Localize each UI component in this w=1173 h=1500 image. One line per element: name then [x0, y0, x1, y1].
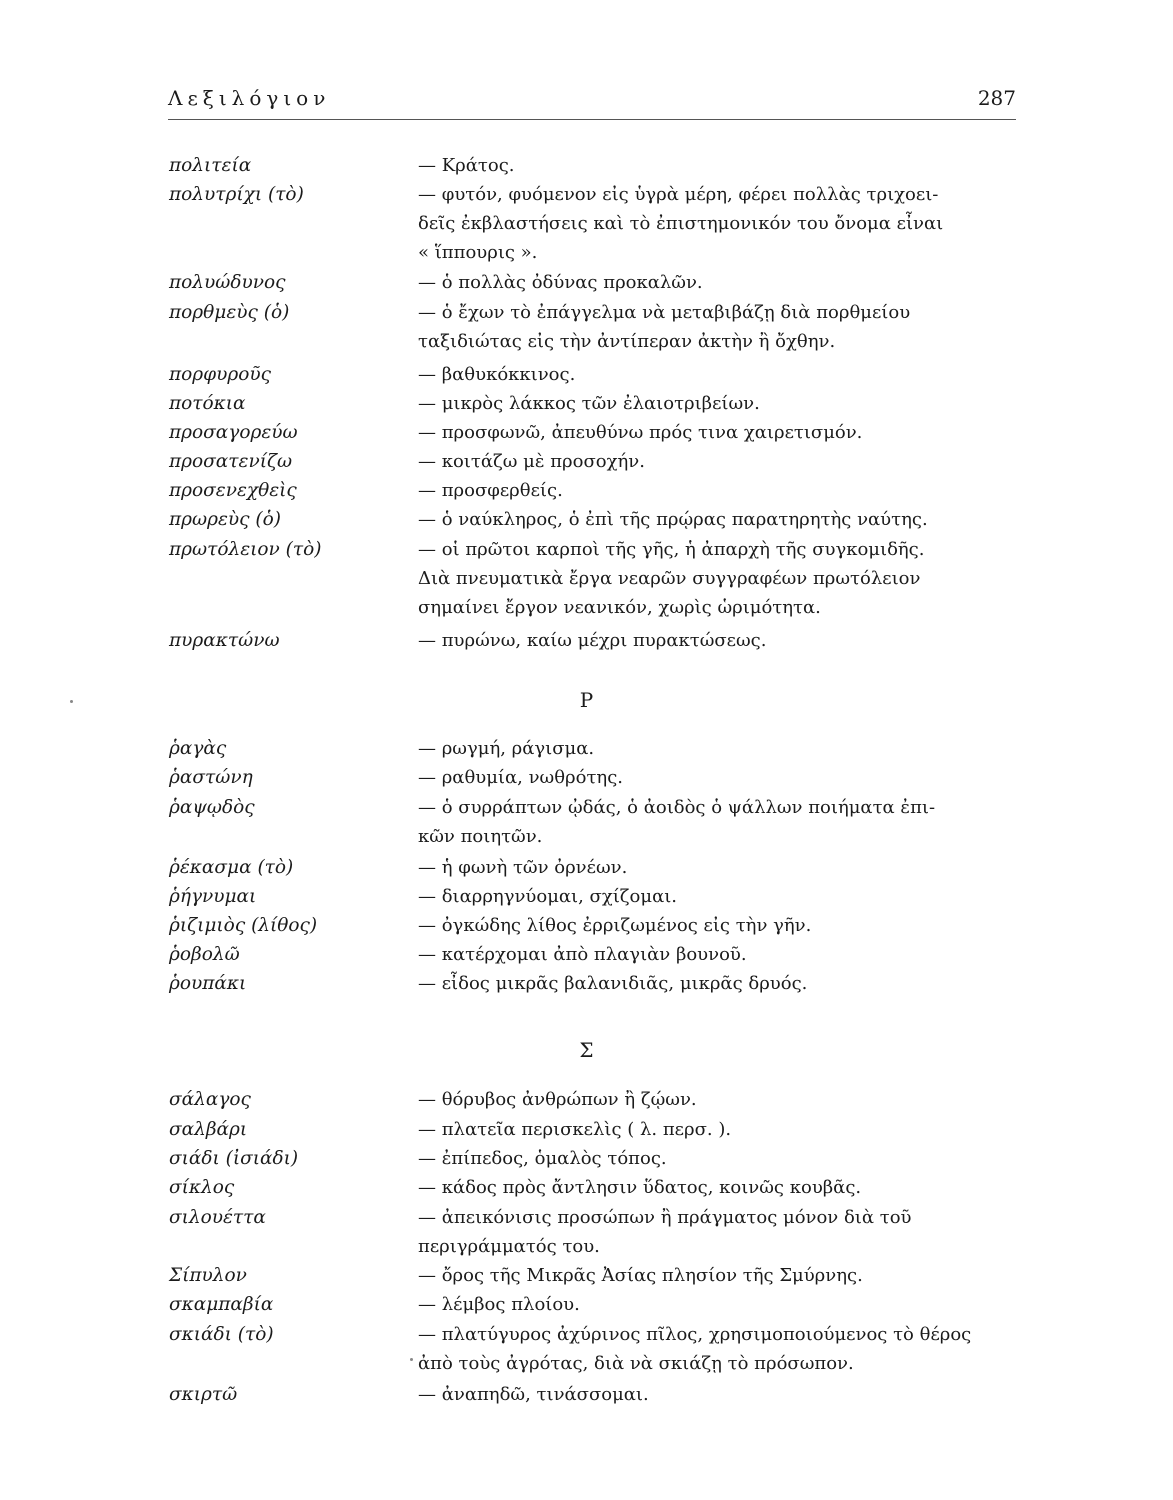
entry-definition: — προσφωνῶ, ἀπευθύνω πρός τινα χαιρετισμόν.: [418, 422, 863, 443]
entry-term: ῥέκασμα (τὸ): [169, 857, 294, 878]
entry-term: ῥουπάκι: [169, 973, 247, 994]
entry-term: προσενεχθεὶς: [169, 480, 297, 501]
entry-definition: — ἐπίπεδος, ὁμαλὸς τόπος.: [418, 1148, 667, 1169]
running-head: [168, 86, 1016, 110]
entry-definition: — κάδος πρὸς ἄντλησιν ὕδατος, κοινῶς κουβᾶς.: [418, 1177, 862, 1198]
entry-definition: — ὁ συρράπτων ᾠδάς, ὁ ἀοιδὸς ὁ ψάλλων ποιήματα ἐπι- κῶν ποιητῶν.: [418, 797, 936, 847]
entry-definition: — διαρρηγνύομαι, σχίζομαι.: [418, 886, 678, 907]
entry-definition: — πυρώνω, καίω μέχρι πυρακτώσεως.: [418, 630, 767, 651]
entry-definition: — ὁ ναύκληρος, ὁ ἐπὶ τῆς πρῴρας παρατηρητὴς ναύτης.: [418, 509, 928, 530]
entry-term: πολυτρίχι (τὸ): [169, 184, 304, 205]
entry-definition: — ἀναπηδῶ, τινάσσομαι.: [418, 1384, 649, 1405]
entry-term: σκιάδι (τὸ): [169, 1324, 274, 1345]
entry-definition: — οἱ πρῶτοι καρποὶ τῆς γῆς, ἡ ἀπαρχὴ τῆς συγκομιδῆς. Διὰ πνευματικὰ ἔργα νεαρῶν συγγραφέων πρωτόλειον σημαίνει ἔργον νεανικόν, χωρὶς ὡριμότητα.: [418, 539, 925, 618]
entry-term: προσαγορεύω: [169, 422, 298, 443]
entry-definition: — θόρυβος ἀνθρώπων ἢ ζῴων.: [418, 1089, 697, 1110]
entry-term: πορφυροῦς: [169, 364, 271, 385]
entry-definition: — ὁ πολλὰς ὀδύνας προκαλῶν.: [418, 272, 703, 293]
entry-term: ῥαστώνη: [169, 767, 253, 788]
entry-term: σίκλος: [169, 1177, 235, 1198]
entry-term: σιάδι (ἰσιάδι): [169, 1148, 299, 1169]
entry-term: ῥαγὰς: [169, 738, 227, 759]
entry-term: πυρακτώνω: [169, 630, 280, 651]
entry-term: σκαμπαβία: [169, 1294, 274, 1315]
entry-term: πολιτεία: [169, 155, 252, 176]
entry-term: Σίπυλον: [169, 1265, 247, 1286]
entry-definition: — εἶδος μικρᾶς βαλανιδιᾶς, μικρᾶς δρυός.: [418, 973, 808, 994]
header-rule: [168, 119, 1016, 120]
entry-term: σιλουέττα: [169, 1207, 266, 1228]
entry-definition: — κοιτάζω μὲ προσοχήν.: [418, 451, 645, 472]
entry-definition: — ραθυμία, νωθρότης.: [418, 767, 624, 788]
entry-definition: — ὄρος τῆς Μικρᾶς Ἀσίας πλησίον τῆς Σμύρνης.: [418, 1265, 863, 1286]
entry-definition: — φυτόν, φυόμενον εἰς ὑγρὰ μέρη, φέρει πολλὰς τριχοει- δεῖς ἐκβλαστήσεις καὶ τὸ ἐπιστημονικόν του ὄνομα εἶναι « ἵππουρις ».: [418, 184, 944, 263]
entry-term: προσατενίζω: [169, 451, 293, 472]
scan-speck: [70, 700, 73, 703]
page-number: 287: [977, 86, 1016, 110]
entry-term: ποτόκια: [169, 393, 246, 414]
entry-term: ῥιζιμιὸς (λίθος): [169, 915, 318, 936]
entry-definition: — βαθυκόκκινος.: [418, 364, 576, 385]
entry-term: πολυώδυνος: [169, 272, 286, 293]
section-letter: Σ: [579, 1038, 594, 1062]
running-title: Λεξιλόγιον: [168, 86, 331, 110]
section-letter: Ρ: [579, 688, 594, 712]
entry-term: ῥήγνυμαι: [169, 886, 257, 907]
scan-speck: [410, 1358, 413, 1361]
entry-definition: — ἡ φωνὴ τῶν ὀρνέων.: [418, 857, 628, 878]
entry-term: πρωρεὺς (ὁ): [169, 509, 281, 530]
entry-definition: — μικρὸς λάκκος τῶν ἐλαιοτριβείων.: [418, 393, 760, 414]
entry-definition: — Κράτος.: [418, 155, 515, 176]
entry-definition: — ὀγκώδης λίθος ἐρριζωμένος εἰς τὴν γῆν.: [418, 915, 812, 936]
entry-definition: — ὁ ἔχων τὸ ἐπάγγελμα νὰ μεταβιβάζῃ διὰ πορθμείου ταξιδιώτας εἰς τὴν ἀντίπεραν ἀκτὴν ἢ ὄχθην.: [418, 302, 911, 352]
entry-term: ῥοβολῶ: [169, 944, 240, 965]
entry-term: ῥαψῳδὸς: [169, 797, 255, 818]
entry-term: πορθμεὺς (ὁ): [169, 302, 290, 323]
entry-term: σάλαγος: [169, 1089, 251, 1110]
entry-term: σαλβάρι: [169, 1119, 248, 1140]
entry-definition: — ἀπεικόνισις προσώπων ἢ πράγματος μόνον διὰ τοῦ περιγράμματός του.: [418, 1207, 912, 1257]
entry-term: πρωτόλειον (τὸ): [169, 539, 322, 560]
entry-term: σκιρτῶ: [169, 1384, 238, 1405]
entry-definition: — λέμβος πλοίου.: [418, 1294, 580, 1315]
entry-definition: — πλατεῖα περισκελὶς ( λ. περσ. ).: [418, 1119, 732, 1140]
entry-definition: — ρωγμή, ράγισμα.: [418, 738, 595, 759]
entry-definition: — προσφερθείς.: [418, 480, 563, 501]
entry-definition: — κατέρχομαι ἀπὸ πλαγιὰν βουνοῦ.: [418, 944, 747, 965]
entry-definition: — πλατύγυρος ἀχύρινος πῖλος, χρησιμοποιούμενος τὸ θέρος ἀπὸ τοὺς ἀγρότας, διὰ νὰ σκιάζῃ τὸ πρόσωπον.: [418, 1324, 972, 1374]
